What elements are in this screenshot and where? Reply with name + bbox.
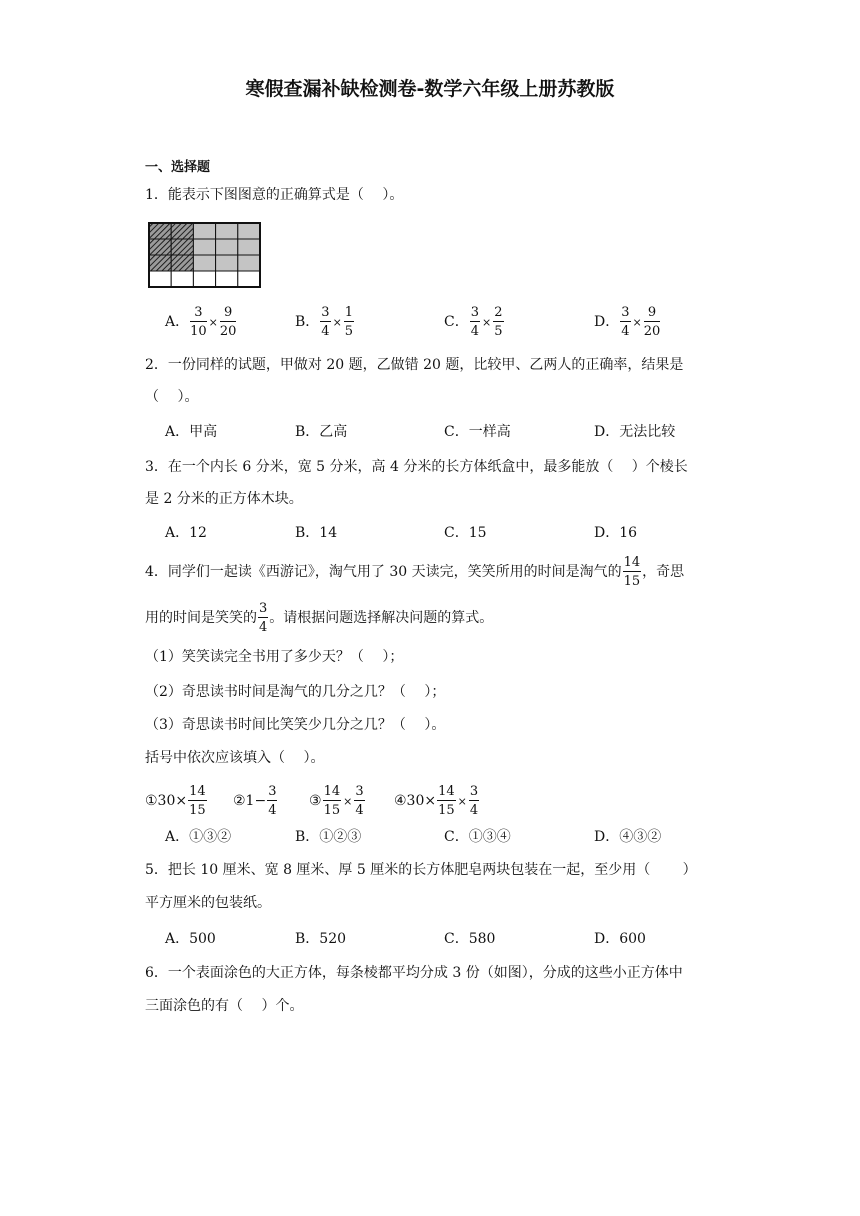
page-title: 寒假查漏补缺检测卷-数学六年级上册苏教版: [245, 78, 615, 100]
fraction: $\frac{1}{5}$: [344, 305, 354, 339]
question-4-fill-instruction: 括号中依次应该填入（ ）。: [145, 750, 325, 766]
grid-cell-shaded: [238, 223, 260, 239]
grid-cell-shaded: [238, 255, 260, 271]
question-4-choice-3: ③ $\frac{14}{15}$ × $\frac{3}{4}$: [309, 784, 364, 818]
question-4-sub-3: （3）奇思读书时间比笑笑少几分之几？（ ）。: [145, 717, 446, 733]
fraction: $\frac{2}{5}$: [494, 305, 503, 339]
fraction: $\frac{14}{15}$: [438, 784, 455, 818]
fraction: $\frac{3}{4}$: [259, 601, 268, 635]
question-1-grid-figure: [148, 222, 262, 290]
grid-cell-shaded: [193, 255, 215, 271]
grid-cell-hatched: [149, 223, 171, 239]
fraction: $\frac{3}{4}$: [621, 305, 630, 339]
grid-cell-shaded: [216, 223, 238, 239]
question-5-option-c[interactable]: C．580: [444, 931, 496, 947]
question-4-choice-2: ②1− $\frac{3}{4}$: [233, 784, 277, 818]
question-1-option-c[interactable]: C． $\frac{3}{4}$ × $\frac{2}{5}$: [444, 305, 503, 339]
question-4-choice-1: ①30× $\frac{14}{15}$: [145, 784, 206, 818]
fraction: $\frac{3}{4}$: [321, 305, 330, 339]
fraction: $\frac{14}{15}$: [189, 784, 206, 818]
question-3-option-c[interactable]: C．15: [444, 525, 487, 541]
question-4-choice-4: ④30× $\frac{14}{15}$ × $\frac{3}{4}$: [394, 784, 479, 818]
question-5-stem-line1: 5．把长 10 厘米、宽 8 厘米、厚 5 厘米的长方体肥皂两块包装在一起，至少用（ ）: [145, 862, 697, 878]
grid-cell-hatched: [171, 239, 193, 255]
question-1-option-a[interactable]: A． $\frac{3}{10}$ × $\frac{9}{20}$: [165, 305, 237, 339]
grid-cells: [149, 223, 260, 287]
question-5-stem-line2: 平方厘米的包装纸。: [145, 895, 271, 911]
section-heading-choice: 一、选择题: [145, 160, 211, 175]
question-5-option-a[interactable]: A．500: [165, 931, 216, 947]
question-1-stem: 1．能表示下图图意的正确算式是（ ）。: [145, 187, 404, 203]
fraction: $\frac{14}{15}$: [323, 784, 341, 818]
fraction: $\frac{3}{4}$: [470, 305, 479, 339]
question-1-option-b[interactable]: B． $\frac{3}{4}$ × $\frac{1}{5}$: [295, 305, 354, 339]
grid-cell-blank: [238, 271, 260, 287]
grid-cell-shaded: [193, 239, 215, 255]
grid-cell-hatched: [171, 223, 193, 239]
question-3-option-a[interactable]: A．12: [165, 525, 207, 541]
grid-cell-shaded: [216, 255, 238, 271]
question-2-option-a[interactable]: A．甲高: [165, 424, 218, 440]
question-5-option-b[interactable]: B．520: [295, 931, 347, 947]
question-4-option-d[interactable]: D．④③②: [594, 829, 662, 845]
question-4-option-c[interactable]: C．①③④: [444, 829, 511, 845]
question-4-sub-2: （2）奇思读书时间是淘气的几分之几？（ ）；: [145, 684, 446, 700]
question-4-stem-line1: 4．同学们一起读《西游记》，淘气用了 30 天读完，笑笑所用的时间是淘气的 $\frac{14}{15}$ ，奇思: [145, 555, 685, 589]
option-label: A．: [165, 314, 190, 330]
grid-cell-hatched: [171, 255, 193, 271]
grid-cell-blank: [171, 271, 193, 287]
grid-cell-shaded: [216, 239, 238, 255]
question-3-option-b[interactable]: B．14: [295, 525, 338, 541]
grid-cell-shaded: [238, 239, 260, 255]
grid-cell-shaded: [193, 223, 215, 239]
question-3-stem-line1: 3．在一个内长 6 分米，宽 5 分米，高 4 分米的长方体纸盒中，最多能放（ ）个棱长: [145, 459, 688, 475]
question-4-stem-line2: 用的时间是笑笑的 $\frac{3}{4}$ 。请根据问题选择解决问题的算式。: [145, 601, 494, 635]
grid-cell-hatched: [149, 255, 171, 271]
option-label: C．: [444, 314, 469, 330]
fraction: $\frac{14}{15}$: [623, 555, 641, 589]
question-4-option-a[interactable]: A．①③②: [165, 829, 232, 845]
question-2-option-c[interactable]: C．一样高: [444, 424, 511, 440]
option-label: B．: [295, 314, 320, 330]
question-2-option-b[interactable]: B．乙高: [295, 424, 348, 440]
fraction: $\frac{3}{10}$: [190, 305, 207, 339]
question-2-stem-line1: 2．一份同样的试题，甲做对 20 题，乙做错 20 题，比较甲、乙两人的正确率，结果是: [145, 357, 684, 373]
question-3-stem-line2: 是 2 分米的正方体木块。: [145, 491, 303, 507]
fraction: $\frac{3}{4}$: [268, 784, 277, 818]
grid-cell-blank: [216, 271, 238, 287]
fraction: $\frac{9}{20}$: [219, 305, 237, 339]
option-label: D．: [594, 314, 620, 330]
question-1-option-d[interactable]: D． $\frac{3}{4}$ × $\frac{9}{20}$: [594, 305, 661, 339]
question-2-stem-line2: （ ）。: [145, 389, 199, 405]
grid-cell-blank: [149, 271, 171, 287]
grid-cell-hatched: [149, 239, 171, 255]
question-5-option-d[interactable]: D．600: [594, 931, 646, 947]
grid-cell-blank: [193, 271, 215, 287]
question-6-stem-line1: 6．一个表面涂色的大正方体，每条棱都平均分成 3 份（如图），分成的这些小正方体中: [145, 965, 683, 981]
question-4-option-b[interactable]: B．①②③: [295, 829, 362, 845]
fraction: $\frac{9}{20}$: [643, 305, 661, 339]
question-2-option-d[interactable]: D．无法比较: [594, 424, 676, 440]
question-4-sub-1: （1）笑笑读完全书用了多少天？（ ）；: [145, 649, 404, 665]
fraction: $\frac{3}{4}$: [469, 784, 479, 818]
question-6-stem-line2: 三面涂色的有（ ）个。: [145, 998, 304, 1014]
question-3-option-d[interactable]: D．16: [594, 525, 638, 541]
fraction: $\frac{3}{4}$: [355, 784, 364, 818]
